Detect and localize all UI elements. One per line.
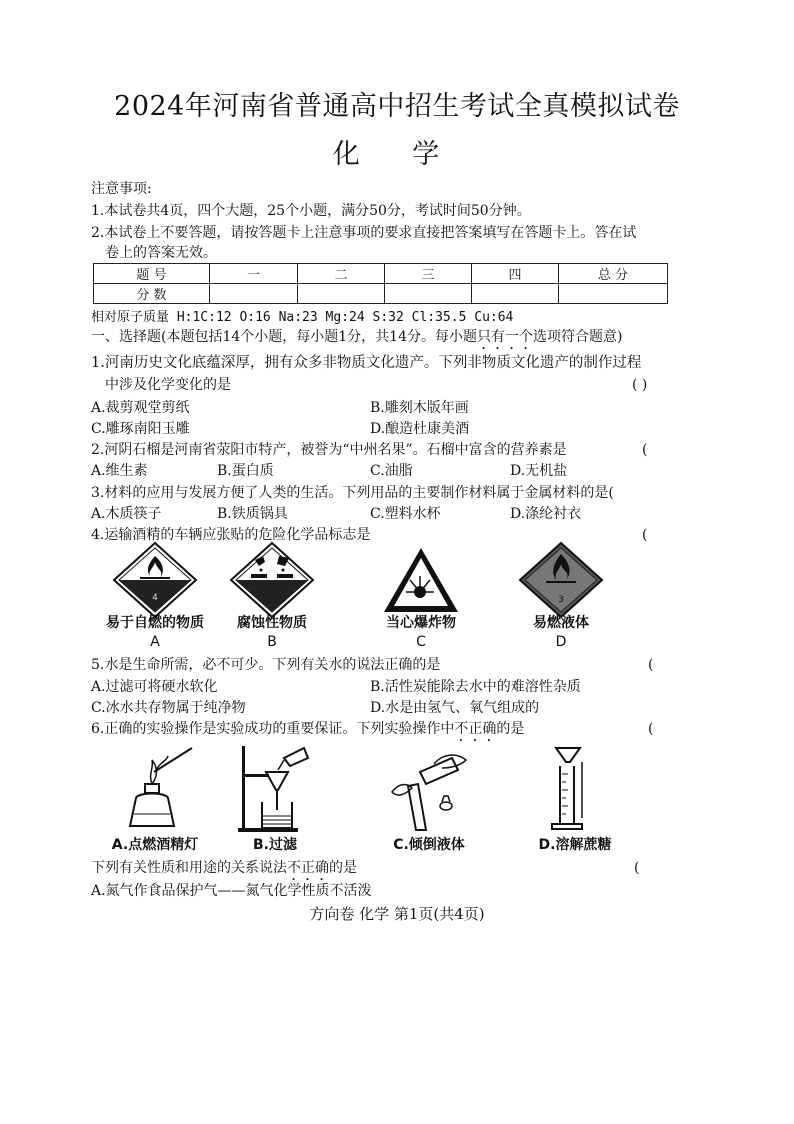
table-cell: 分 数: [94, 284, 210, 304]
question-7-emphasis: 不正确: [287, 860, 329, 876]
question-5-option-a: A.过滤可将硬水软化: [91, 679, 218, 695]
question-5-stem: 5.水是生命所需，必不可少。下列有关水的说法正确的是: [91, 657, 441, 673]
answer-bracket: (: [642, 442, 648, 458]
question-5-option-b: B.活性炭能除去水中的难溶性杂质: [370, 679, 581, 695]
question-2-option-b: B.蛋白质: [217, 463, 274, 479]
table-cell: 题 号: [94, 264, 210, 284]
sign-b-label: 腐蚀性物质: [237, 615, 307, 631]
question-2-option-a: A.维生素: [91, 463, 148, 479]
sign-a-letter: A: [150, 634, 160, 650]
sign-d-letter: D: [555, 634, 567, 650]
page-footer: 方向卷 化学 第1页(共4页): [309, 905, 485, 923]
table-cell: 总 分: [559, 264, 668, 284]
score-cell: [298, 284, 385, 304]
question-7-text: 下列有关性质和用途的关系说法: [91, 860, 287, 876]
question-4-stem: 4.运输酒精的车辆应张贴的危险化学品标志是: [91, 527, 371, 543]
section-1-heading: [91, 328, 622, 353]
answer-bracket: (: [634, 860, 640, 876]
question-1-stem: 1.河南历史文化底蕴深厚，拥有众多非物质文化遗产。下列非物质文化遗产的制作过程: [91, 355, 642, 371]
answer-bracket: (: [648, 657, 654, 673]
question-5-option-c: C.冰水共存物属于纯净物: [91, 700, 246, 716]
flammable-liquid-hazard-sign-icon: [516, 540, 606, 620]
apparatus-d-label: D.溶解蔗糖: [538, 837, 612, 853]
question-2-stem: 2.河阴石榴是河南省荥阳市特产，被誉为“中州名果”。石榴中富含的营养素是: [91, 442, 567, 458]
section-heading-text: 选项符合题意): [533, 329, 623, 345]
question-2-option-c: C.油脂: [370, 463, 413, 479]
apparatus-c-label: C.倾倒液体: [393, 837, 465, 853]
question-6-text: 6.正确的实验操作是实验成功的重要保证。下列实验操作中: [91, 721, 455, 737]
svg-text:4: 4: [152, 593, 158, 603]
table-cell: 一: [210, 264, 298, 284]
exam-title: 2024年河南省普通高中招生考试全真模拟试卷: [114, 91, 680, 122]
score-table-score-row: [94, 284, 668, 304]
table-cell: 四: [472, 264, 559, 284]
sign-d-label: 易燃液体: [533, 615, 589, 631]
apparatus-a-label: A.点燃酒精灯: [111, 837, 199, 853]
sign-c-label: 当心爆炸物: [386, 615, 456, 631]
question-3-option-c: C.塑料水杯: [370, 506, 441, 522]
question-7-text: 的是: [329, 860, 357, 876]
question-3-option-b: B.铁质锅具: [217, 506, 288, 522]
sign-b-letter: B: [267, 634, 277, 650]
question-3-option-a: A.木质筷子: [91, 506, 162, 522]
score-cell: [385, 284, 472, 304]
table-cell: 二: [298, 264, 385, 284]
notice-heading: 注意事项:: [91, 181, 152, 197]
score-cell: [210, 284, 298, 304]
answer-bracket: (: [642, 527, 648, 543]
question-1-option-a: A.裁剪观堂剪纸: [91, 400, 190, 416]
question-6-emphasis: 不正确: [454, 721, 497, 737]
notice-item-2: 2.本试卷上不要答题，请按答题卡上注意事项的要求直接把答案填写在答题卡上。答在试: [91, 225, 637, 241]
score-table: [93, 263, 668, 304]
question-1-stem-cont: 中涉及化学变化的是: [105, 377, 231, 393]
question-3-option-d: D.涤纶衬衣: [510, 506, 582, 522]
spontaneous-combustion-hazard-sign-icon: [110, 540, 200, 620]
filtration-setup-icon: [232, 744, 322, 832]
answer-bracket: ( ): [632, 377, 648, 393]
svg-text:3: 3: [558, 595, 564, 605]
section-heading-emphasis: 只有一个: [477, 329, 533, 345]
dissolving-sugar-cylinder-icon: [538, 744, 628, 832]
question-6-text: 的是: [496, 721, 525, 737]
question-3-stem: 3.材料的应用与发展方便了人类的生活。下列用品的主要制作材料属于金属材料的是(: [91, 485, 614, 501]
score-table-header-row: [94, 264, 668, 284]
question-1-option-b: B.雕刻木版年画: [370, 400, 469, 416]
score-cell: [559, 284, 668, 304]
question-6-stem: [91, 720, 524, 745]
apparatus-b-label: B.过滤: [253, 837, 297, 853]
question-1-option-d: D.酿造杜康美酒: [370, 421, 470, 437]
question-5-option-d: D.水是由氢气、氧气组成的: [370, 700, 540, 716]
score-cell: [472, 284, 559, 304]
question-7-option-a: A.氮气作食品保护气——氮气化学性质不活泼: [91, 883, 372, 899]
notice-item-2-cont: 卷上的答案无效。: [105, 245, 217, 261]
sign-c-letter: C: [416, 634, 426, 650]
pouring-liquid-icon: [386, 744, 476, 832]
question-2-option-d: D.无机盐: [510, 463, 568, 479]
section-heading-text: 一、选择题(本题包括14个小题，每小题1分，共14分。每小题: [91, 329, 477, 345]
atomic-mass-line: 相对原子质量 H:1C:12 O:16 Na:23 Mg:24 S:32 Cl:35.5 Cu:64: [91, 310, 514, 325]
question-1-option-c: C.雕琢南阳玉雕: [91, 421, 190, 437]
alcohol-lamp-lighting-icon: [112, 744, 202, 832]
corrosive-hazard-sign-icon: [227, 540, 317, 620]
answer-bracket: (: [648, 721, 654, 737]
notice-item-1: 1.本试卷共4页，四个大题，25个小题，满分50分，考试时间50分钟。: [91, 203, 531, 219]
explosive-warning-sign-icon: [376, 540, 466, 620]
question-7-stem: [91, 859, 357, 884]
table-cell: 三: [385, 264, 472, 284]
subject-title: 化 学: [332, 139, 462, 170]
sign-a-label: 易于自燃的物质: [106, 615, 204, 631]
